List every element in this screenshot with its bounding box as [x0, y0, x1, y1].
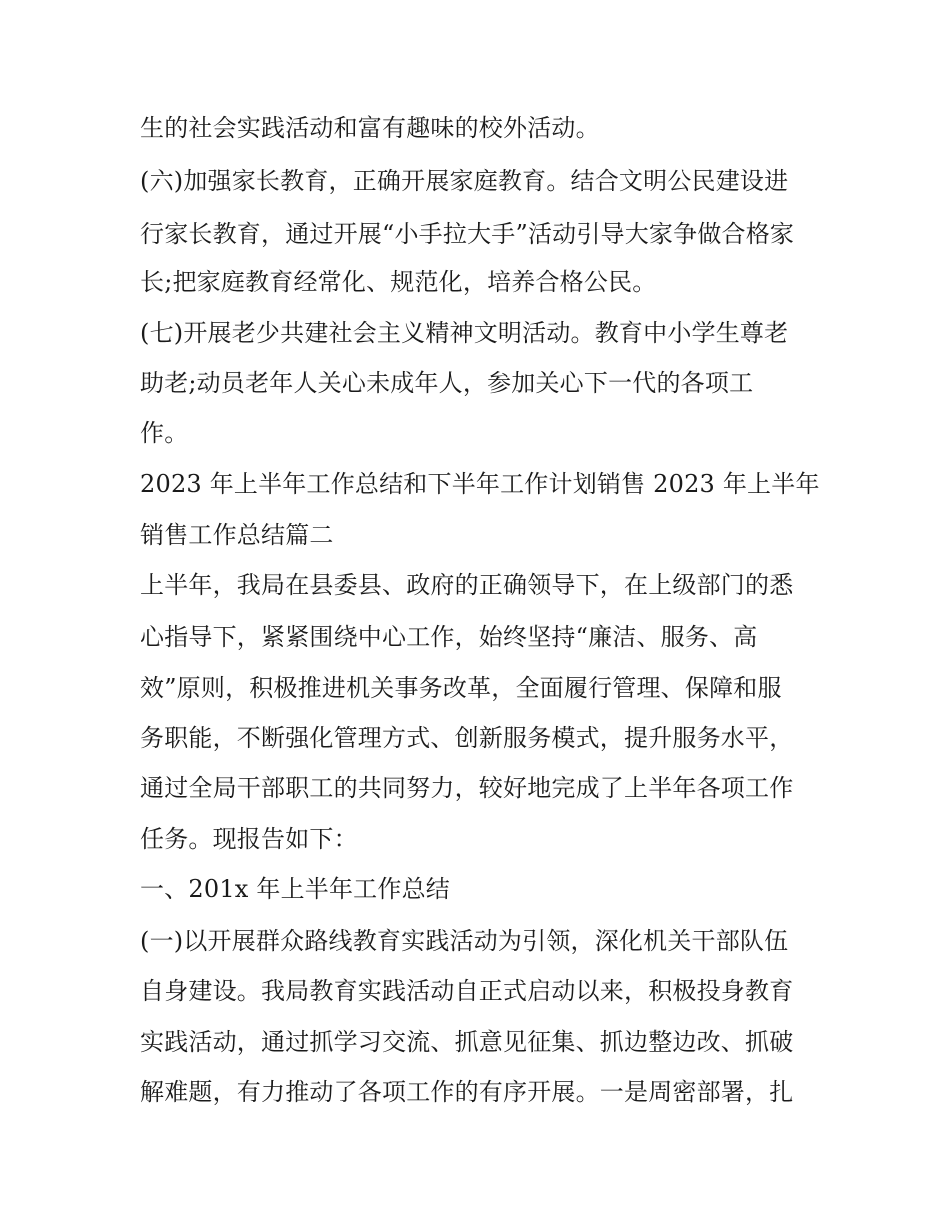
text-line: (六)加强家长教育，正确开展家庭教育。结合文明公民建设进: [140, 167, 789, 195]
text-line: (一)以开展群众路线教育实践活动为引领，深化机关干部队伍: [140, 927, 789, 955]
text-line: 助老;动员老年人关心未成年人，参加关心下一代的各项工: [140, 369, 754, 397]
text-line: 心指导下，紧紧围绕中心工作，始终坚持“廉洁、服务、高: [140, 623, 758, 651]
text-line: 上半年，我局在县委县、政府的正确领导下，在上级部门的悉: [140, 571, 794, 599]
text-line: 生的社会实践活动和富有趣味的校外活动。: [140, 114, 600, 142]
text-line: 通过全局干部职工的共同努力，较好地完成了上半年各项工作: [140, 774, 794, 802]
text-line: 效”原则，积极推进机关事务改革，全面履行管理、保障和服: [140, 674, 782, 702]
text-line: 作。: [140, 419, 189, 447]
text-line: 行家长教育，通过开展“小手拉大手”活动引导大家争做合格家: [140, 220, 795, 248]
text-line: 任务。现报告如下：: [140, 825, 358, 853]
text-line: 长;把家庭教育经常化、规范化，培养合格公民。: [140, 268, 657, 296]
section-heading: 销售工作总结篇二: [140, 521, 334, 549]
section-heading: 2023 年上半年工作总结和下半年工作计划销售 2023 年上半年: [140, 470, 820, 498]
text-line: 务职能，不断强化管理方式、创新服务模式，提升服务水平，: [140, 724, 794, 752]
text-line: (七)开展老少共建社会主义精神文明活动。教育中小学生尊老: [140, 319, 789, 347]
text-line: 解难题，有力推动了各项工作的有序开展。一是周密部署，扎: [140, 1078, 794, 1106]
text-line: 实践活动，通过抓学习交流、抓意见征集、抓边整边改、抓破: [140, 1028, 794, 1056]
text-line: 自身建设。我局教育实践活动自正式启动以来，积极投身教育: [140, 977, 794, 1005]
section-heading: 一、201x 年上半年工作总结: [140, 875, 450, 903]
